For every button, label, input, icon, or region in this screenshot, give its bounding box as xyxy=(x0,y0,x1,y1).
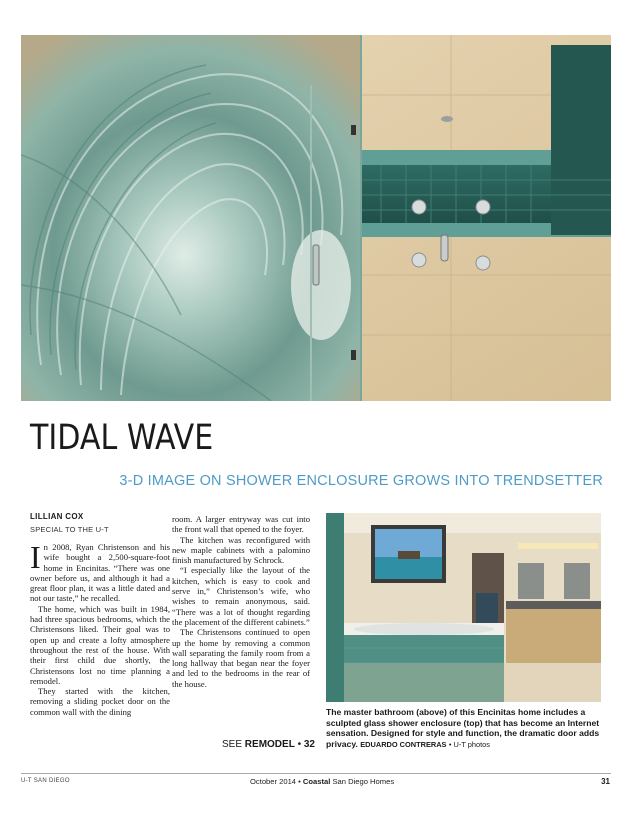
jump-page: 32 xyxy=(303,739,315,750)
photo-credit: EDUARDO CONTRERAS xyxy=(360,739,447,749)
article-headline: TIDAL WAVE xyxy=(30,418,214,458)
article-column-2 xyxy=(172,514,310,689)
page-number: 31 xyxy=(601,777,610,786)
jump-bullet: • xyxy=(297,739,302,750)
footer-issue xyxy=(250,777,394,786)
bathroom-photo xyxy=(326,513,601,702)
byline-affiliation: SPECIAL TO THE U-T xyxy=(30,525,109,534)
footer-date: October 2014 • xyxy=(250,777,301,786)
jump-reference[interactable] xyxy=(222,739,315,750)
paragraph: The Christensons continued to open up the home by removing a common wall separating the family room from a long hallway that began near the foyer and led to the bedrooms in the rear of the house. xyxy=(172,627,310,689)
paragraph: The kitchen was reconfigured with new maple cabinets with a palomino finish manufactured by Schrock. xyxy=(172,534,310,566)
jump-target: REMODEL xyxy=(244,739,295,750)
article-deck: 3-D IMAGE ON SHOWER ENCLOSURE GROWS INTO TRENDSETTER xyxy=(119,473,603,489)
hero-photo-shower-enclosure xyxy=(21,35,611,401)
paragraph: The home, which was built in 1984, had three spacious bedrooms, which the Christensons liked. Their goal was to open up and create a lofty atmosphere throughout the rest of the house. With their first child due shortly, the Christensons lost no time planning a remodel. xyxy=(30,603,170,686)
paragraph: room. A larger entryway was cut into the front wall that opened to the foyer. xyxy=(172,514,310,535)
jump-prefix: SEE xyxy=(222,739,243,750)
paragraph: “I especially like the layout of the kitchen, which is easy to cook and serve in,” Christenson’s wife, who wishes to remain anonymous, said. “There was a lot of thought regarding the placement of the different cabinets.” xyxy=(172,565,310,627)
byline-author: LILLIAN COX xyxy=(30,512,84,521)
footer-divider xyxy=(21,773,611,774)
drop-cap: I xyxy=(30,539,41,575)
article-column-1 xyxy=(30,539,170,717)
caption-text: The master bathroom (above) of this Encinitas home includes a sculpted glass shower enclosure (top) that has become an Internet sensation. Designed for style and function, the dramatic door adds privacy. xyxy=(326,707,600,749)
paragraph: In 2008, Ryan Christenson and his wife bought a 2,500-square-foot home in Encinitas. “There was one owner before us, and although it had a great floor plan, it was a little dated and not our taste,” he recalled. xyxy=(30,539,170,604)
paragraph: They started with the kitchen, removing a sliding pocket door on the common wall with the dining xyxy=(30,686,170,717)
photo-credit-org: • U-T photos xyxy=(448,739,490,749)
footer-brand: Coastal xyxy=(302,777,331,786)
photo-caption xyxy=(326,707,602,750)
footer-publication: U-T SAN DIEGO xyxy=(21,778,70,784)
footer-section: San Diego Homes xyxy=(332,777,395,786)
